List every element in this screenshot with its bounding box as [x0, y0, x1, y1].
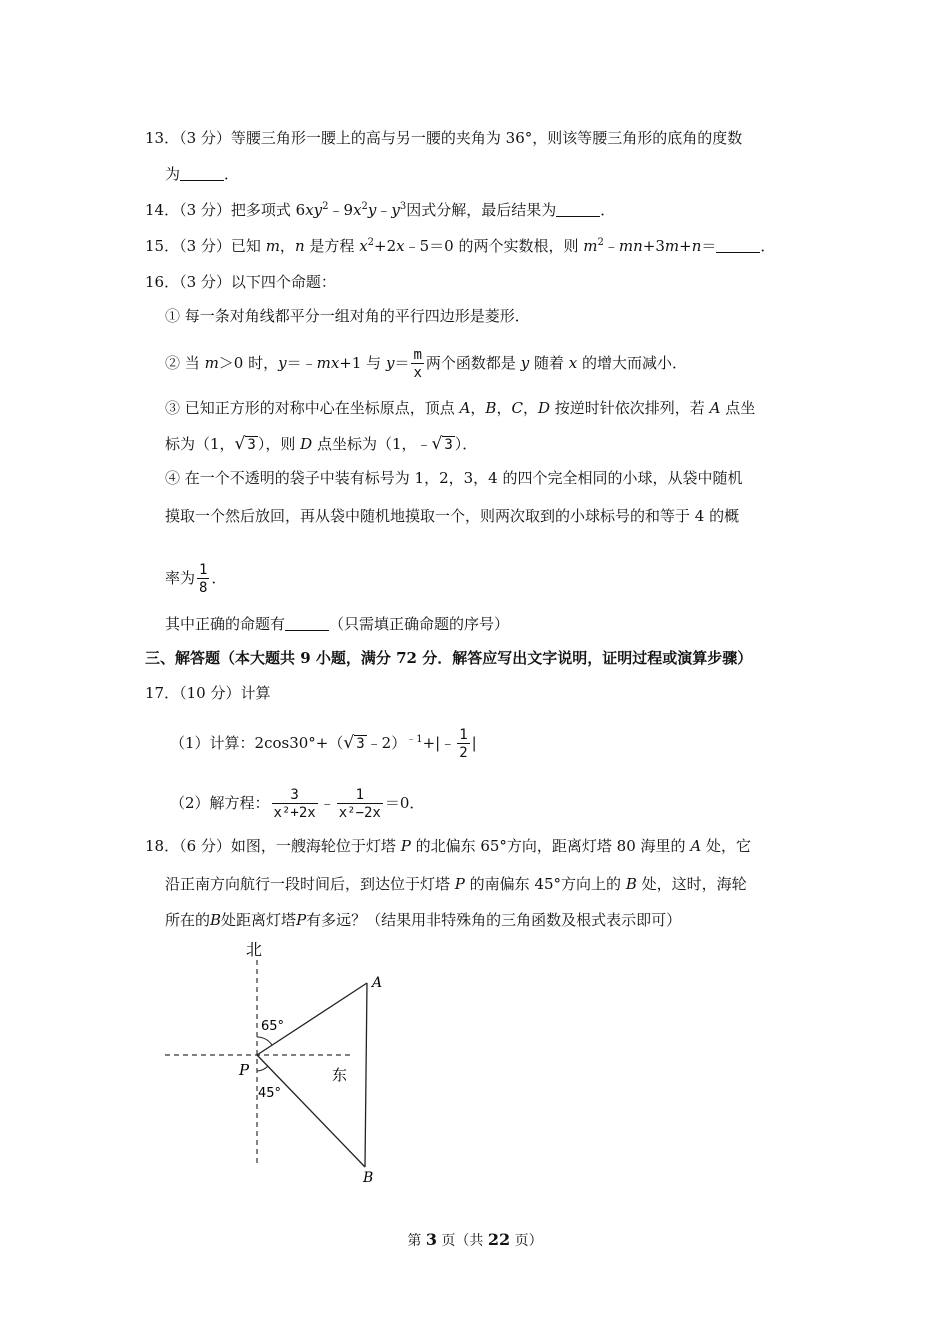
q17-p1: （1）计算：2cos30°+（√ 3 ﹣2）$^{﹣1}$+|﹣ $\frac{1}{2}$ |: [170, 727, 477, 761]
fraction-1-over-8: $\frac{1}{8}$: [199, 562, 208, 596]
east-label: 东: [332, 1066, 348, 1084]
north-label: 北: [246, 940, 263, 959]
segment-AB: [365, 983, 367, 1167]
point-B-label: B: [363, 1170, 374, 1186]
fraction-1-over-2: $\frac{1}{2}$: [459, 727, 468, 761]
answer-blank: [716, 238, 760, 253]
fraction-m-over-x: $\frac{m}{x}$: [413, 347, 422, 381]
q17-head: 17．（10 分）计算: [145, 684, 271, 702]
point-P-label: P: [239, 1061, 250, 1079]
fraction-3: $\frac{3}{\text{x²+2x}}$: [273, 787, 316, 821]
navigation-diagram: [160, 935, 400, 1190]
page-footer: 第 3 页（共 22 页）: [407, 1230, 543, 1249]
q14: 14．（3 分）把多项式 $6xy^2﹣9x^2y﹣y^3$因式分解，最后结果为 ．: [145, 201, 616, 219]
q16-tail: 其中正确的命题有 （只需填正确命题的序号）: [165, 615, 510, 633]
angle-arc-65: [257, 1037, 272, 1045]
q18-line3: 所在的B处距离灯塔P有多远？（结果用非特殊角的三角函数及根式表示即可）: [165, 911, 682, 929]
q15: 15．（3 分）已知 m，n 是方程 $x^2+2x﹣5=0$ 的两个实数根，则 $m^2﹣mn+3m+n=$ ．: [145, 237, 776, 255]
angle-arc-45: [257, 1066, 268, 1071]
fraction-1: $\frac{1}{\text{x²−2x}}$: [338, 787, 381, 821]
angle-45-label: 45°: [258, 1086, 282, 1101]
point-A-label: A: [372, 975, 383, 991]
q16-p1: ① 每一条对角线都平分一组对角的平行四边形是菱形．: [165, 307, 530, 325]
q16-head: 16．（3 分）以下四个命题：: [145, 273, 336, 291]
answer-blank: [285, 616, 329, 631]
q13-line1: 13．（3 分）等腰三角形一腰上的高与另一腰的夹角为 36°，则该等腰三角形的底角的度数: [145, 129, 743, 147]
section-heading: 三、解答题（本大题共 9 小题，满分 72 分．解答应写出文字说明，证明过程或演算步骤）: [145, 649, 753, 667]
angle-65-label: 65°: [261, 1019, 285, 1034]
q13-line2: 为 ．: [165, 165, 240, 183]
q16-p4-line2: 摸取一个然后放回，再从袋中随机地摸取一个，则两次取到的小球标号的和等于 4 的概: [165, 507, 740, 525]
answer-blank: [556, 202, 600, 217]
q16-p3-line2: 标为（1，√ 3 ），则 D 点坐标为（1，﹣√ 3 ）．: [165, 434, 478, 454]
q16-p4-line3: 率为 $\frac{1}{8}$ ．: [165, 562, 227, 596]
q16-p4-line1: ④ 在一个不透明的袋子中装有标号为 1，2，3，4 的四个完全相同的小球，从袋中随机: [165, 469, 743, 487]
q18-line2: 沿正南方向航行一段时间后，到达位于灯塔 P 的南偏东 45°方向上的 B 处，这时，海轮: [165, 875, 747, 893]
q16-p2: ② 当 m＞0 时，y＝﹣mx+1 与 y＝ $\frac{m}{x}$ 两个函数都是 y 随着 x 的增大而减小．: [165, 347, 688, 381]
segment-PB: [257, 1055, 365, 1167]
q16-p3-line1: ③ 已知正方形的对称中心在坐标原点，顶点 A，B，C，D 按逆时针依次排列，若 A 点坐: [165, 399, 756, 417]
q18-line1: 18．（6 分）如图，一艘海轮位于灯塔 P 的北偏东 65°方向，距离灯塔 80 海里的 A 处，它: [145, 837, 751, 855]
q17-p2: （2）解方程： $\frac{3}{\text{x²+2x}}$ ﹣ $\frac{1}{\text{x²−2x}}$ ＝0．: [170, 787, 425, 821]
answer-blank: [180, 166, 224, 181]
